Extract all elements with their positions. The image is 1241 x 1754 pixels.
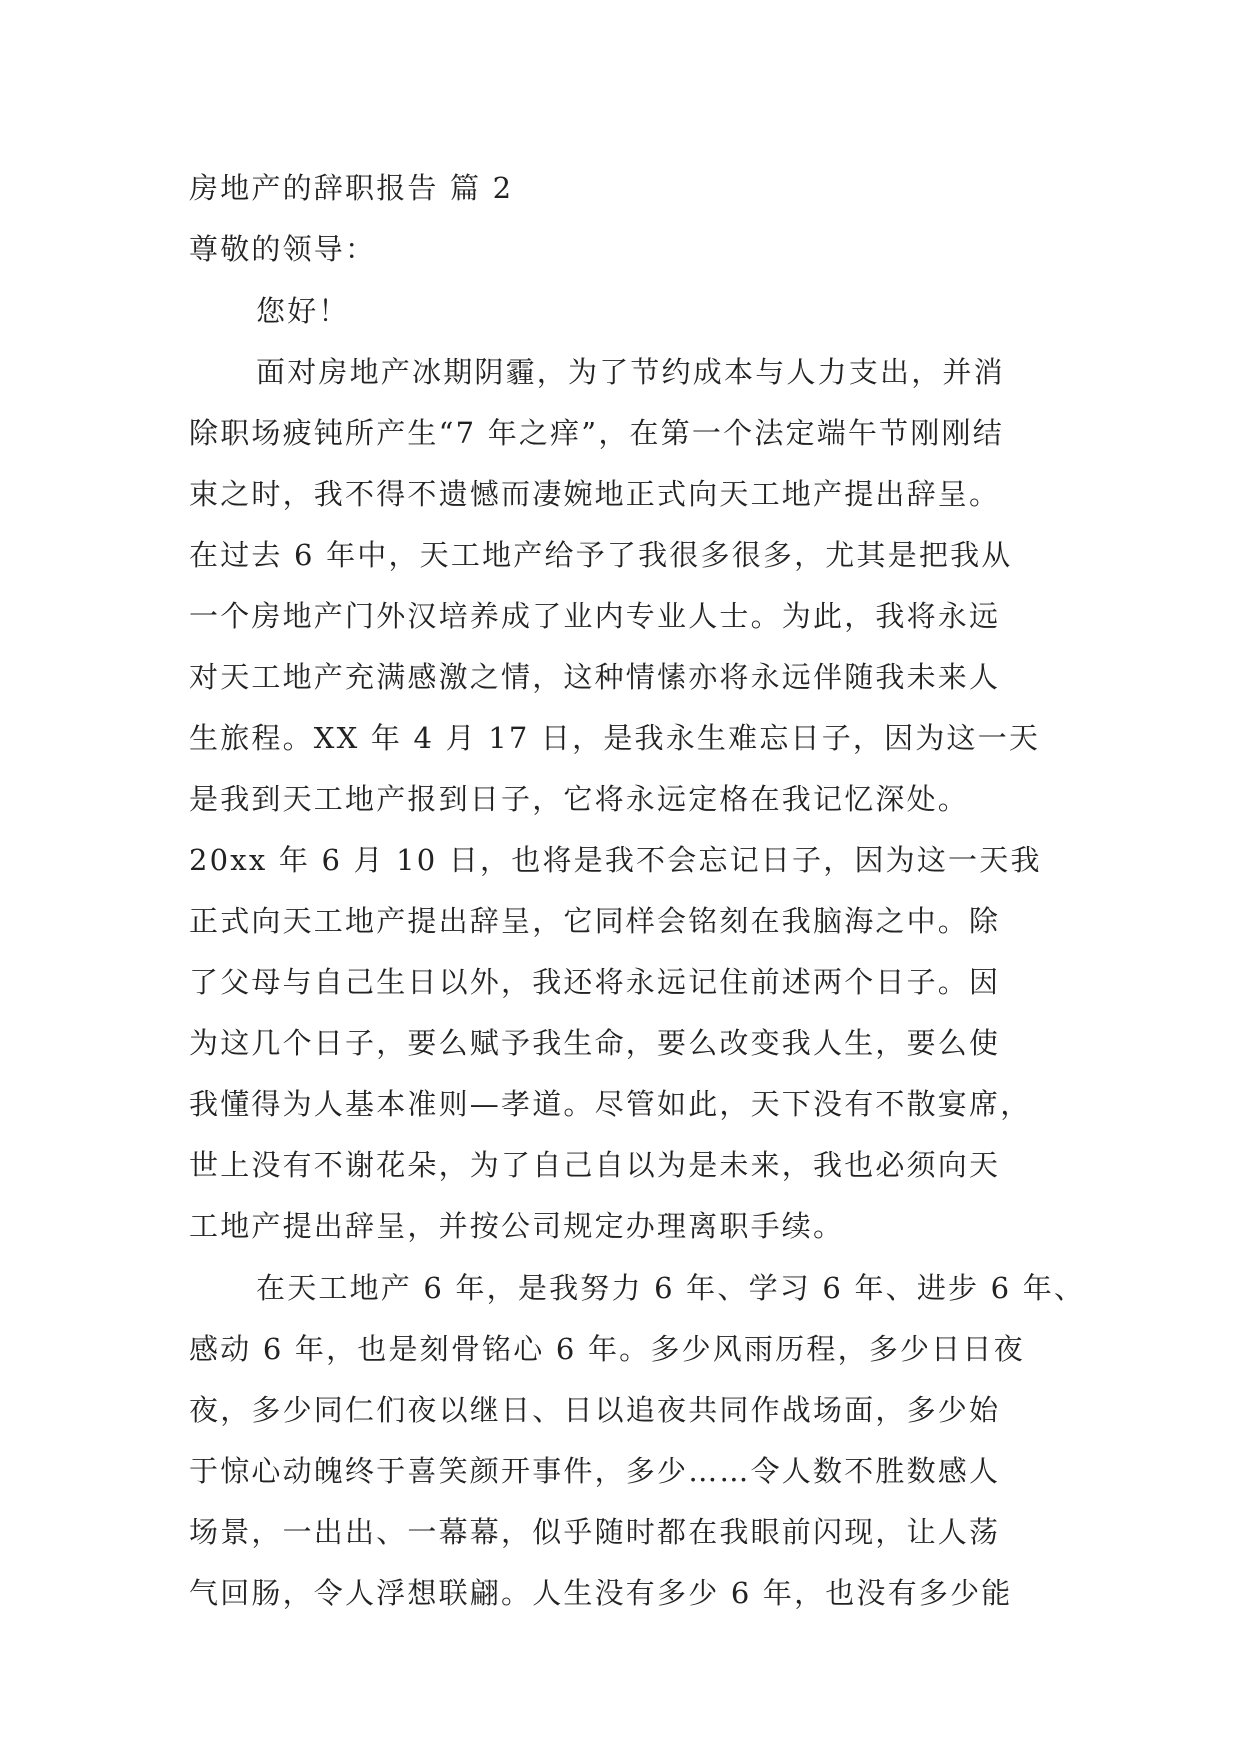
paragraph-line: 感动 6 年，也是刻骨铭心 6 年。多少风雨历程，多少日日夜 [189, 1332, 1025, 1366]
paragraph-line: 正式向天工地产提出辞呈，它同样会铭刻在我脑海之中。除 [189, 904, 1001, 938]
paragraph-line: 在天工地产 6 年，是我努力 6 年、学习 6 年、进步 6 年、 [256, 1271, 1086, 1305]
paragraph-line: 世上没有不谢花朵，为了自己自以为是未来，我也必须向天 [189, 1148, 1001, 1182]
paragraph-line: 夜，多少同仁们夜以继日、日以追夜共同作战场面，多少始 [189, 1393, 1001, 1427]
paragraph-line: 对天工地产充满感激之情，这种情愫亦将永远伴随我未来人 [189, 660, 1001, 694]
salutation: 尊敬的领导： [189, 232, 377, 266]
paragraph-line: 场景，一出出、一幕幕，似乎随时都在我眼前闪现，让人荡 [189, 1515, 1001, 1549]
paragraph-line: 在过去 6 年中，天工地产给予了我很多很多，尤其是把我从 [189, 538, 1013, 572]
paragraph-line: 束之时，我不得不遗憾而凄婉地正式向天工地产提出辞呈。 [189, 477, 1001, 511]
paragraph-line: 工地产提出辞呈，并按公司规定办理离职手续。 [189, 1209, 845, 1243]
paragraph-line: 我懂得为人基本准则—孝道。尽管如此，天下没有不散宴席， [189, 1087, 1032, 1121]
paragraph-line: 生旅程。XX 年 4 月 17 日，是我永生难忘日子，因为这一天 [189, 721, 1041, 755]
paragraph-line: 为这几个日子，要么赋予我生命，要么改变我人生，要么使 [189, 1026, 1001, 1060]
document-title: 房地产的辞职报告 篇 2 [189, 171, 514, 205]
paragraph-line: 20xx 年 6 月 10 日，也将是我不会忘记日子，因为这一天我 [189, 843, 1042, 877]
paragraph-line: 一个房地产门外汉培养成了业内专业人士。为此，我将永远 [189, 599, 1001, 633]
paragraph-line: 除职场疲钝所产生“7 年之痒”，在第一个法定端午节刚刚结 [189, 416, 1004, 450]
paragraph-line: 气回肠，令人浮想联翩。人生没有多少 6 年，也没有多少能 [189, 1576, 1013, 1610]
greeting: 您好！ [256, 294, 350, 328]
paragraph-line: 了父母与自己生日以外，我还将永远记住前述两个日子。因 [189, 965, 1001, 999]
paragraph-line: 面对房地产冰期阴霾，为了节约成本与人力支出，并消 [256, 355, 1005, 389]
paragraph-line: 是我到天工地产报到日子，它将永远定格在我记忆深处。 [189, 782, 970, 816]
paragraph-line: 于惊心动魄终于喜笑颜开事件，多少……令人数不胜数感人 [189, 1454, 1001, 1488]
